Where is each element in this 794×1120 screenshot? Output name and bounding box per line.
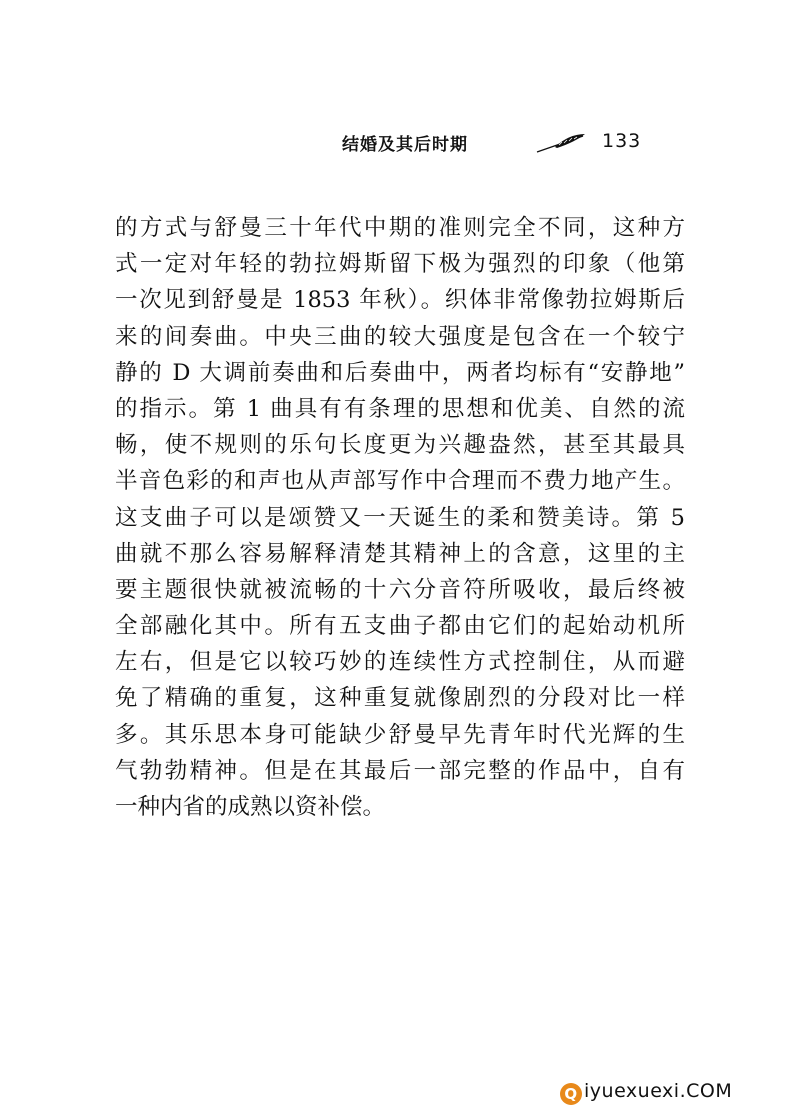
text-line: 来的间奏曲。中央三曲的较大强度是包含在一个较宁 bbox=[115, 323, 685, 350]
text-line: 一次见到舒曼是 1853 年秋）。织体非常像勃拉姆斯后 bbox=[115, 287, 685, 314]
text-line: 要主题很快就被流畅的十六分音符所吸收，最后终被 bbox=[115, 576, 685, 603]
text-line: 这支曲子可以是颂赞又一天诞生的柔和赞美诗。第 5 bbox=[115, 504, 685, 531]
text-line: 免了精确的重复，这种重复就像剧烈的分段对比一样 bbox=[115, 685, 685, 712]
text-line: 式一定对年轻的勃拉姆斯留下极为强烈的印象（他第 bbox=[115, 251, 685, 278]
text-line: 半音色彩的和声也从声部写作中合理而不费力地产生。 bbox=[115, 468, 685, 495]
watermark-logo-icon: Q bbox=[560, 1083, 582, 1105]
running-header bbox=[330, 128, 660, 160]
text-line: 畅，使不规则的乐句长度更为兴趣盎然，甚至其最具 bbox=[115, 432, 685, 459]
text-line: 一种内省的成熟以资补偿。 bbox=[115, 794, 386, 820]
page-number: 133 bbox=[602, 130, 642, 152]
site-watermark bbox=[560, 1080, 732, 1105]
text-line: 左右，但是它以较巧妙的连续性方式控制住，从而避 bbox=[115, 649, 685, 676]
text-line: 气勃勃精神。但是在其最后一部完整的作品中，自有 bbox=[115, 757, 685, 784]
watermark-text: iyuexuexi.COM bbox=[584, 1080, 733, 1102]
chapter-title: 结婚及其后时期 bbox=[342, 135, 468, 155]
text-line: 多。其乐思本身可能缺少舒曼早先青年时代光辉的生 bbox=[115, 721, 685, 748]
quill-pen-icon bbox=[535, 130, 587, 156]
text-line: 的指示。第 1 曲具有有条理的思想和优美、自然的流 bbox=[115, 395, 685, 422]
text-line: 静的 D 大调前奏曲和后奏曲中，两者均标有“安静地” bbox=[115, 359, 685, 386]
text-line: 曲就不那么容易解释清楚其精神上的含意，这里的主 bbox=[115, 540, 685, 567]
text-line: 的方式与舒曼三十年代中期的准则完全不同，这种方 bbox=[115, 215, 685, 241]
text-line: 全部融化其中。所有五支曲子都由它们的起始动机所 bbox=[115, 613, 685, 640]
body-text bbox=[115, 210, 685, 825]
